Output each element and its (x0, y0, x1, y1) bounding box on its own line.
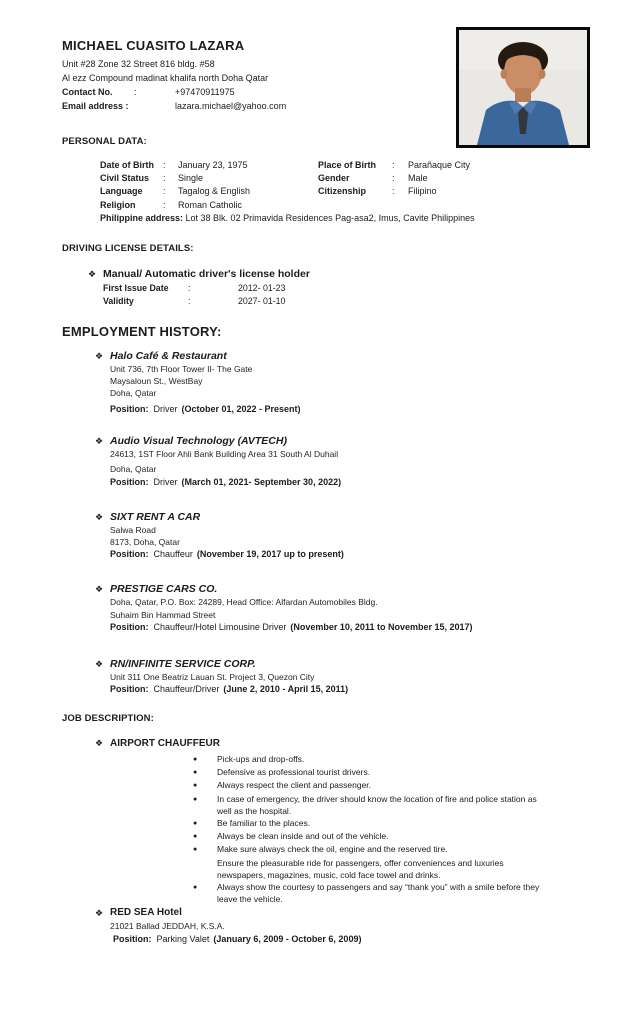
position-label: Position: (110, 549, 149, 560)
colon: : (392, 160, 395, 170)
dot-bullet-icon: ● (193, 884, 198, 892)
dot-bullet-icon: ● (193, 833, 198, 841)
philippine-address-value: Lot 38 Blk. 02 Primavida Residences Pag-asa2, Imus, Cavite Philippines (183, 212, 475, 223)
company-address: 8173, Doha, Qatar (110, 537, 180, 548)
duty-text: Always respect the client and passenger. (217, 780, 372, 791)
company-address: Maysaloun St., WestBay (110, 376, 203, 387)
dob-label: Date of Birth (100, 160, 154, 170)
duty-continuation-text: Ensure the pleasurable ride for passengers, offer conveniences and luxuries newspapers, magazines, music, cold face towel and drinks. (217, 857, 523, 880)
diamond-bullet-icon: ❖ (95, 738, 104, 749)
duty-item (193, 793, 545, 817)
colon: : (163, 199, 166, 210)
validity-row (103, 295, 594, 308)
validity-value: 2027- 01-10 (238, 296, 286, 307)
position-period: (June 2, 2010 - April 15, 2011) (223, 684, 349, 695)
dot-bullet-icon: ● (193, 820, 198, 828)
civil-status-value: Single (178, 173, 204, 184)
diamond-bullet-icon: ❖ (95, 584, 104, 595)
position-title: Chauffeur/Driver (153, 684, 220, 695)
employment-history-heading: EMPLOYMENT HISTORY: (62, 324, 222, 340)
company-address: Unit 311 One Beatriz Lauan St. Project 3, Quezon City (110, 671, 315, 682)
position-label: Position: (110, 621, 149, 632)
employment-entry-halo (95, 349, 594, 417)
duty-item (193, 881, 545, 905)
position-title: Chauffeur/Hotel Limousine Driver (153, 621, 287, 632)
company-address: Doha, Qatar, P.O. Box: 24289, Head Office: Alfardan Automobiles Bldg. (110, 597, 378, 608)
employment-entry-prestige (95, 582, 594, 633)
dot-bullet-icon: ● (193, 846, 198, 854)
employment-entry-avtech (95, 434, 594, 490)
position-period: (October 01, 2022 - Present) (181, 403, 301, 414)
position-period: (March 01, 2021- September 30, 2022) (181, 477, 342, 488)
position-label: Position: (110, 684, 149, 695)
citizenship-label: Citizenship (318, 186, 367, 197)
pob-label: Place of Birth (318, 160, 377, 170)
validity-label: Validity (103, 296, 134, 307)
colon: : (163, 186, 166, 197)
position-title: Driver (153, 403, 178, 414)
duty-item (193, 817, 545, 830)
company-name: SIXT RENT A CAR (110, 511, 201, 524)
address-line-2: Al ezz Compound madinat khalifa north Doha Qatar (62, 73, 269, 83)
duty-item (193, 843, 545, 856)
duty-text: Pick-ups and drop-offs. (217, 754, 305, 765)
gender-value: Male (408, 173, 428, 184)
dot-bullet-icon: ● (193, 756, 198, 764)
diamond-bullet-icon: ❖ (95, 658, 104, 669)
applicant-photo (456, 27, 590, 148)
language-value: Tagalog & English (178, 186, 251, 197)
duty-item (193, 779, 545, 792)
position-title: Parking Valet (156, 933, 210, 944)
applicant-photo-illustration (459, 30, 587, 145)
company-address: 21021 Ballad JEDDAH, K.S.A. (110, 921, 225, 932)
diamond-bullet-icon: ❖ (88, 269, 97, 280)
diamond-bullet-icon: ❖ (95, 908, 104, 919)
philippine-address-row (100, 212, 594, 225)
duty-text: Always show the courtesy to passengers and say “thank you” with a smile before they leave the vehicle. (217, 882, 540, 905)
applicant-name: MICHAEL CUASITO LAZARA (62, 38, 245, 53)
duty-text: Always be clean inside and out of the vehicle. (217, 831, 389, 842)
position-line (110, 683, 594, 696)
driving-license-block (88, 268, 594, 308)
position-line (110, 621, 594, 634)
colon: : (163, 160, 166, 170)
position-period: (November 10, 2011 to November 15, 2017) (290, 621, 473, 632)
duty-item (193, 830, 545, 843)
position-title: Driver (153, 477, 178, 488)
civil-status-label: Civil Status (100, 173, 150, 184)
employment-entry-sixt (95, 510, 594, 561)
duty-item (193, 766, 545, 779)
company-name: PRESTIGE CARS CO. (110, 583, 218, 596)
diamond-bullet-icon: ❖ (95, 351, 104, 362)
first-issue-value: 2012- 01-23 (238, 283, 286, 294)
company-name: Halo Café & Restaurant (110, 350, 227, 363)
citizenship-value: Filipino (408, 186, 437, 197)
position-line (110, 548, 594, 561)
position-label: Position: (113, 933, 152, 944)
colon: : (188, 296, 191, 307)
personal-data-table (100, 159, 594, 225)
position-title: Chauffeur (153, 549, 193, 560)
duty-text: In case of emergency, the driver should know the location of fire and police station as well as the hospital. (217, 793, 537, 816)
language-label: Language (100, 186, 143, 197)
duty-item (193, 753, 545, 766)
pob-value: Parañaque City (408, 160, 471, 170)
colon: : (392, 186, 395, 197)
driving-license-heading: DRIVING LICENSE DETAILS: (62, 243, 194, 255)
dot-bullet-icon: ● (193, 782, 198, 790)
airport-chauffeur-title: AIRPORT CHAUFFEUR (110, 738, 220, 750)
colon: : (163, 173, 166, 184)
dot-bullet-icon: ● (193, 769, 198, 777)
religion-label: Religion (100, 199, 136, 210)
contact-colon: : (134, 87, 137, 97)
personal-data-row (100, 185, 594, 198)
duty-text: Defensive as professional tourist drivers. (217, 767, 371, 778)
dob-value: January 23, 1975 (178, 160, 248, 170)
personal-data-row (100, 199, 594, 212)
license-type-line (88, 268, 594, 280)
philippine-address-label: Philippine address: (100, 212, 184, 223)
position-label: Position: (110, 477, 149, 488)
position-label: Position: (110, 403, 149, 414)
company-name: RED SEA Hotel (110, 907, 182, 919)
license-type-text: Manual/ Automatic driver's license holder (103, 268, 310, 281)
duty-text: Be familiar to the places. (217, 818, 311, 829)
red-sea-hotel-entry (95, 906, 594, 945)
company-address: 24613, 1ST Floor Ahli Bank Building Area 31 South Al Duhail (110, 448, 339, 459)
personal-data-heading: PERSONAL DATA: (62, 136, 147, 147)
religion-value: Roman Catholic (178, 199, 243, 210)
contact-label: Contact No. (62, 87, 113, 97)
first-issue-label: First Issue Date (103, 283, 169, 294)
company-address: Salwa Road (110, 525, 156, 536)
position-line (110, 402, 594, 417)
diamond-bullet-icon: ❖ (95, 435, 104, 446)
airport-chauffeur-section (95, 737, 594, 905)
email-value: lazara.michael@yahoo.com (175, 101, 287, 111)
diamond-bullet-icon: ❖ (95, 512, 104, 523)
company-name: Audio Visual Technology (AVTECH) (110, 434, 287, 447)
duty-list (193, 753, 545, 905)
colon: : (392, 173, 395, 184)
personal-data-row (100, 172, 594, 185)
colon: : (188, 283, 191, 294)
position-line (113, 933, 594, 946)
personal-data-row (100, 159, 594, 172)
duty-text: Make sure always check the oil, engine and the reserved tire. (217, 844, 448, 855)
company-address: Suhaim Bin Hammad Street (110, 609, 216, 620)
dot-bullet-icon: ● (193, 795, 198, 803)
job-description-heading: JOB DESCRIPTION: (62, 713, 154, 725)
contact-number: +97470911975 (175, 87, 235, 97)
company-name: RN/INFINITE SERVICE CORP. (110, 657, 256, 670)
position-period: (January 6, 2009 - October 6, 2009) (213, 933, 362, 944)
company-address: Doha, Qatar (110, 463, 157, 474)
email-label: Email address : (62, 101, 129, 111)
gender-label: Gender (318, 173, 350, 184)
address-line-1: Unit #28 Zone 32 Street 816 bldg. #58 (62, 59, 215, 69)
employment-entry-rn-infinite (95, 657, 594, 696)
company-address: Unit 736, 7th Floor Tower II- The Gate (110, 364, 253, 375)
position-period: (November 19, 2017 up to present) (196, 549, 344, 560)
first-issue-row (103, 282, 594, 295)
company-address: Doha, Qatar (110, 388, 157, 399)
position-line (110, 475, 594, 490)
